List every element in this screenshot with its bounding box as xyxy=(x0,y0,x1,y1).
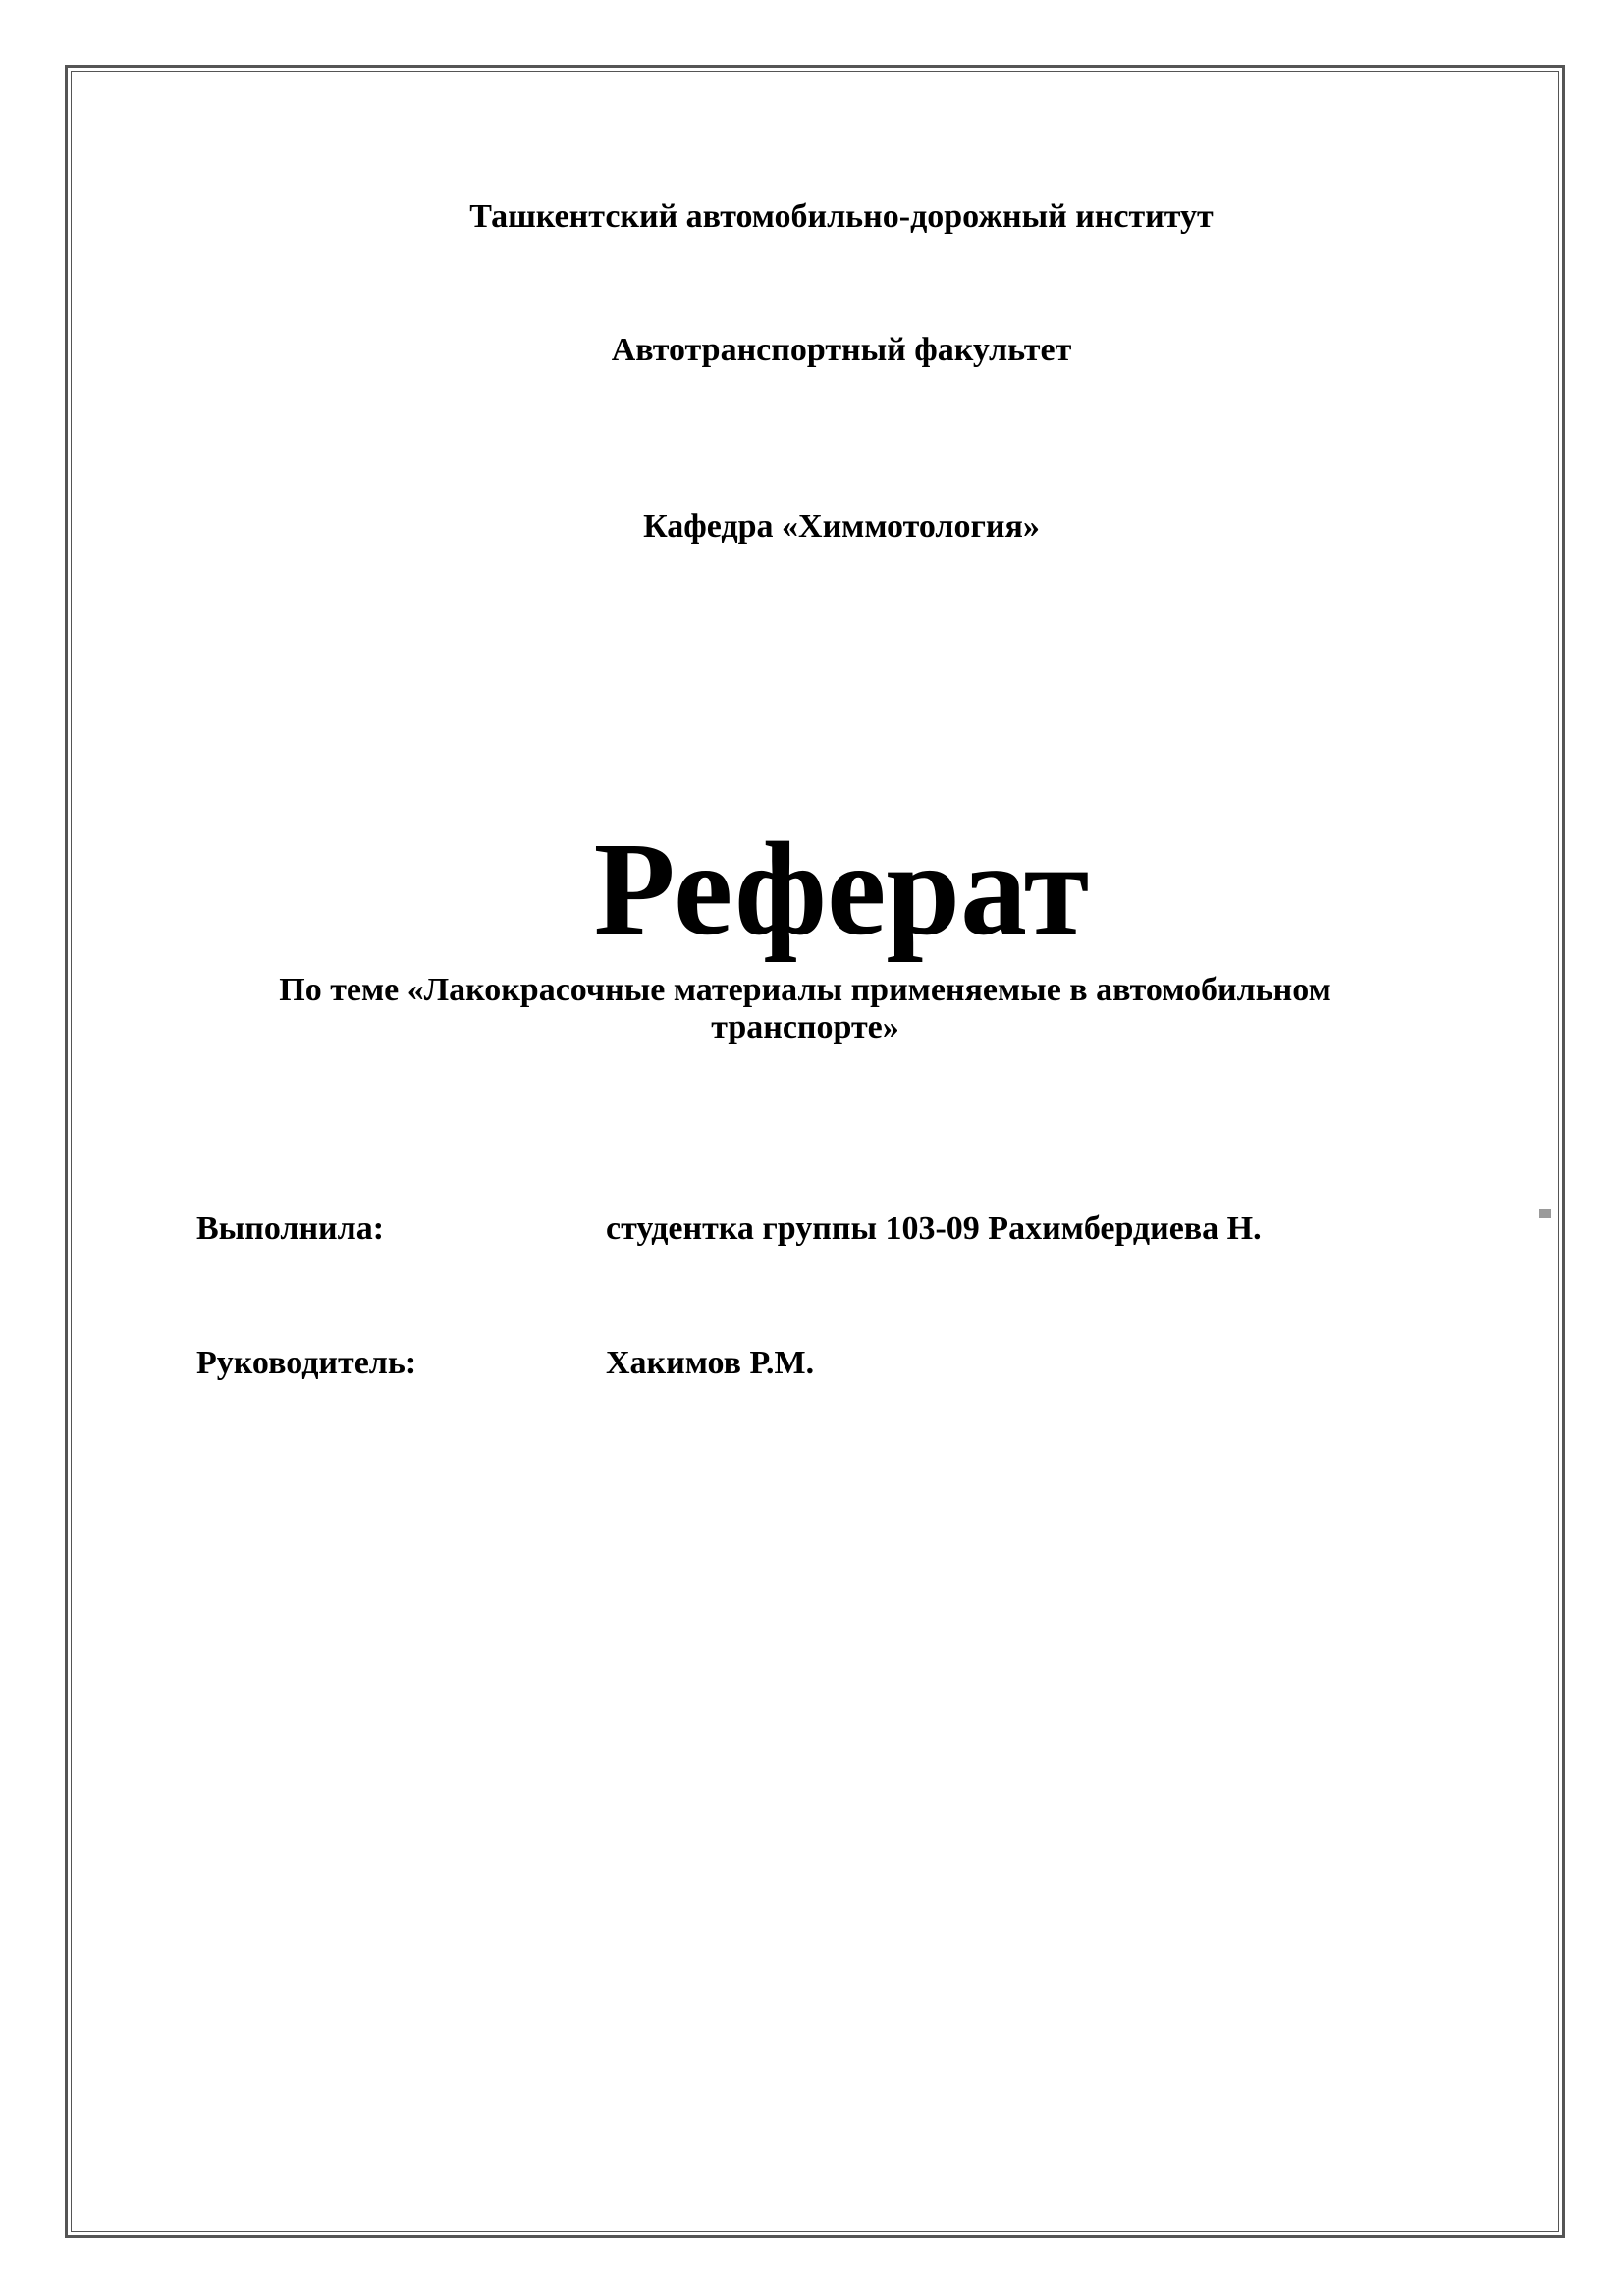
supervisor-label: Руководитель: xyxy=(196,1345,417,1381)
faculty-name: Автотранспортный факультет xyxy=(611,332,1072,368)
supervisor-value: Хакимов Р.М. xyxy=(606,1345,815,1381)
department-name: Кафедра «Химмотология» xyxy=(643,508,1040,545)
performer-label: Выполнила: xyxy=(196,1210,385,1247)
document-type-title: Реферат xyxy=(593,816,1090,963)
institute-name: Ташкентский автомобильно-дорожный институт xyxy=(469,198,1214,235)
page-border-inner xyxy=(71,71,1559,2232)
margin-marker xyxy=(1539,1209,1551,1218)
performer-value: студентка группы 103-09 Рахимбердиева Н. xyxy=(606,1210,1262,1247)
topic-text: По теме «Лакокрасочные материалы применяемые в автомобильном транспорте» xyxy=(279,972,1331,1045)
